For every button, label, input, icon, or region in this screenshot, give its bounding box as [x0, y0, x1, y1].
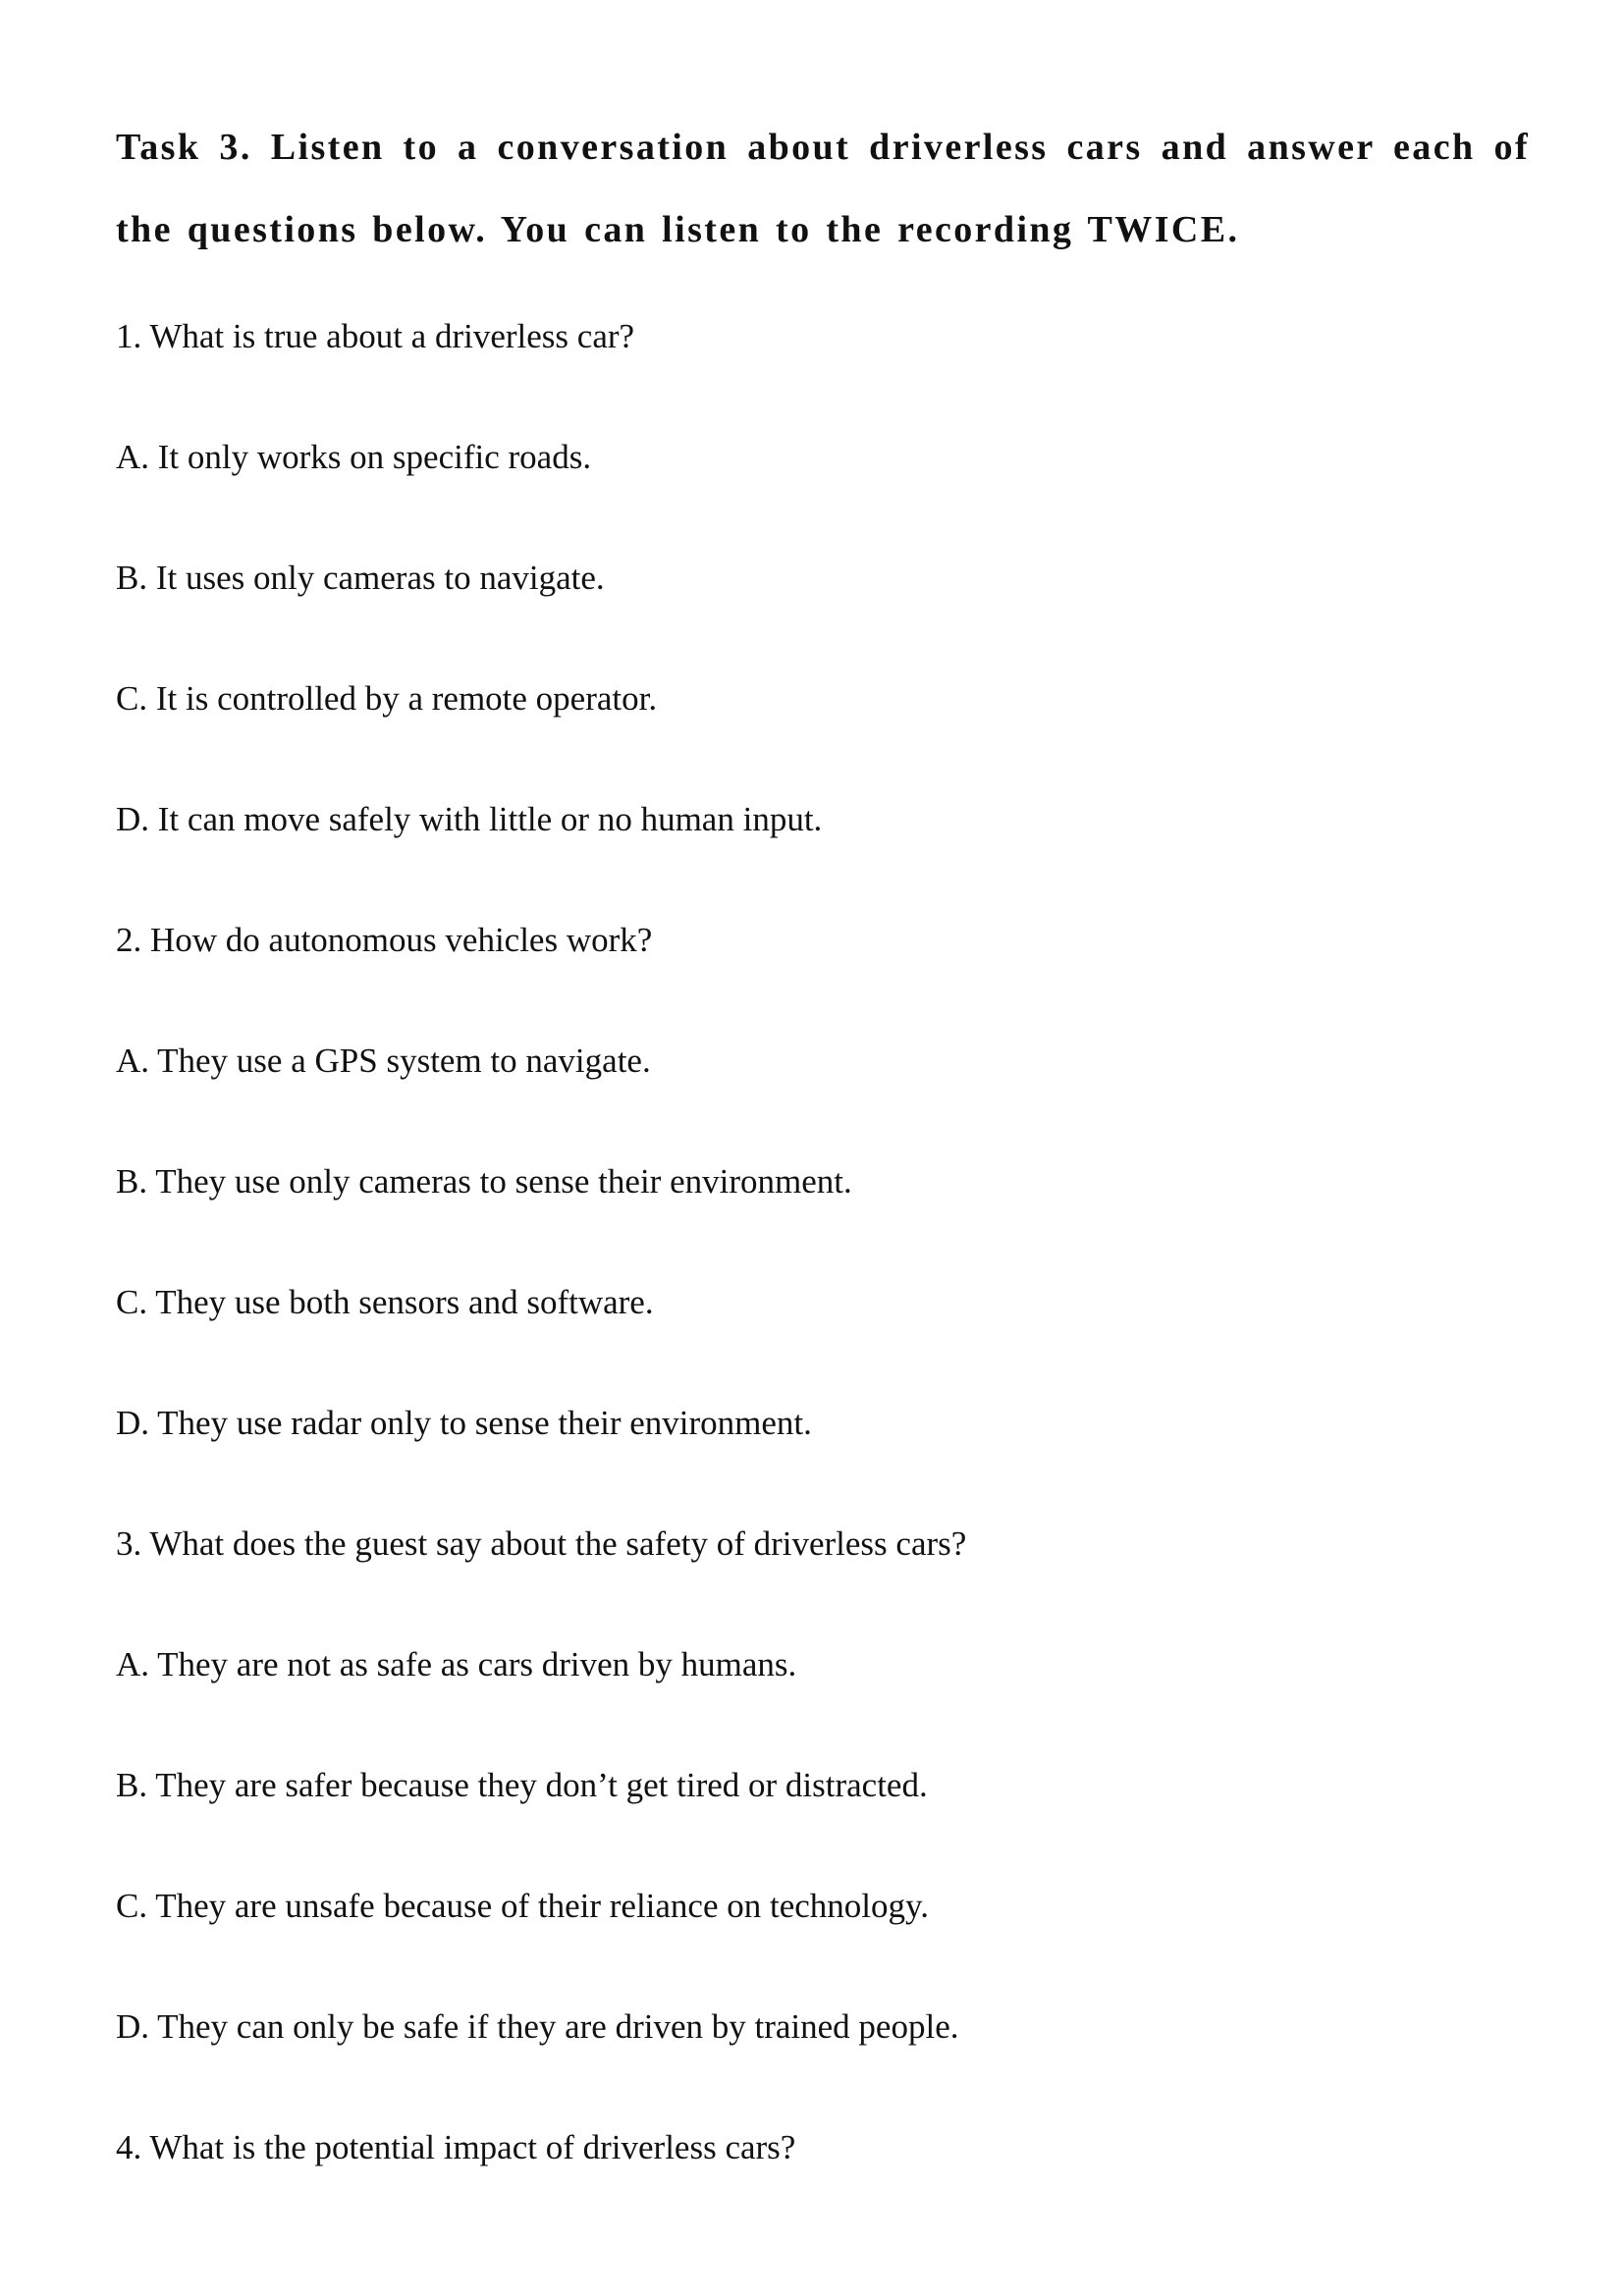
question-2-option-d: D. They use radar only to sense their environment.	[116, 1404, 812, 1442]
question-1-option-d: D. It can move safely with little or no human input.	[116, 800, 823, 838]
question-3-option-a: A. They are not as safe as cars driven by humans.	[116, 1645, 797, 1683]
question-4-prompt: 4. What is the potential impact of driverless cars?	[116, 2128, 796, 2166]
question-2-option-b: B. They use only cameras to sense their environment.	[116, 1162, 852, 1201]
question-1-option-c: C. It is controlled by a remote operator.	[116, 679, 658, 718]
task-heading: Task 3. Listen to a conversation about driverless cars and answer each of the questions below. You can listen to the recording TWICE.	[116, 127, 1530, 250]
question-3-option-c: C. They are unsafe because of their reliance on technology.	[116, 1887, 929, 1925]
question-2-prompt: 2. How do autonomous vehicles work?	[116, 921, 653, 959]
question-3-prompt: 3. What does the guest say about the safety of driverless cars?	[116, 1524, 967, 1563]
question-3-option-d: D. They can only be safe if they are driven by trained people.	[116, 2007, 959, 2046]
question-1-option-b: B. It uses only cameras to navigate.	[116, 559, 605, 597]
question-1-prompt: 1. What is true about a driverless car?	[116, 317, 635, 355]
question-3-option-b: B. They are safer because they don’t get tired or distracted.	[116, 1766, 928, 1804]
question-2-option-a: A. They use a GPS system to navigate.	[116, 1041, 651, 1080]
question-2-option-c: C. They use both sensors and software.	[116, 1283, 654, 1321]
question-1-option-a: A. It only works on specific roads.	[116, 438, 592, 476]
